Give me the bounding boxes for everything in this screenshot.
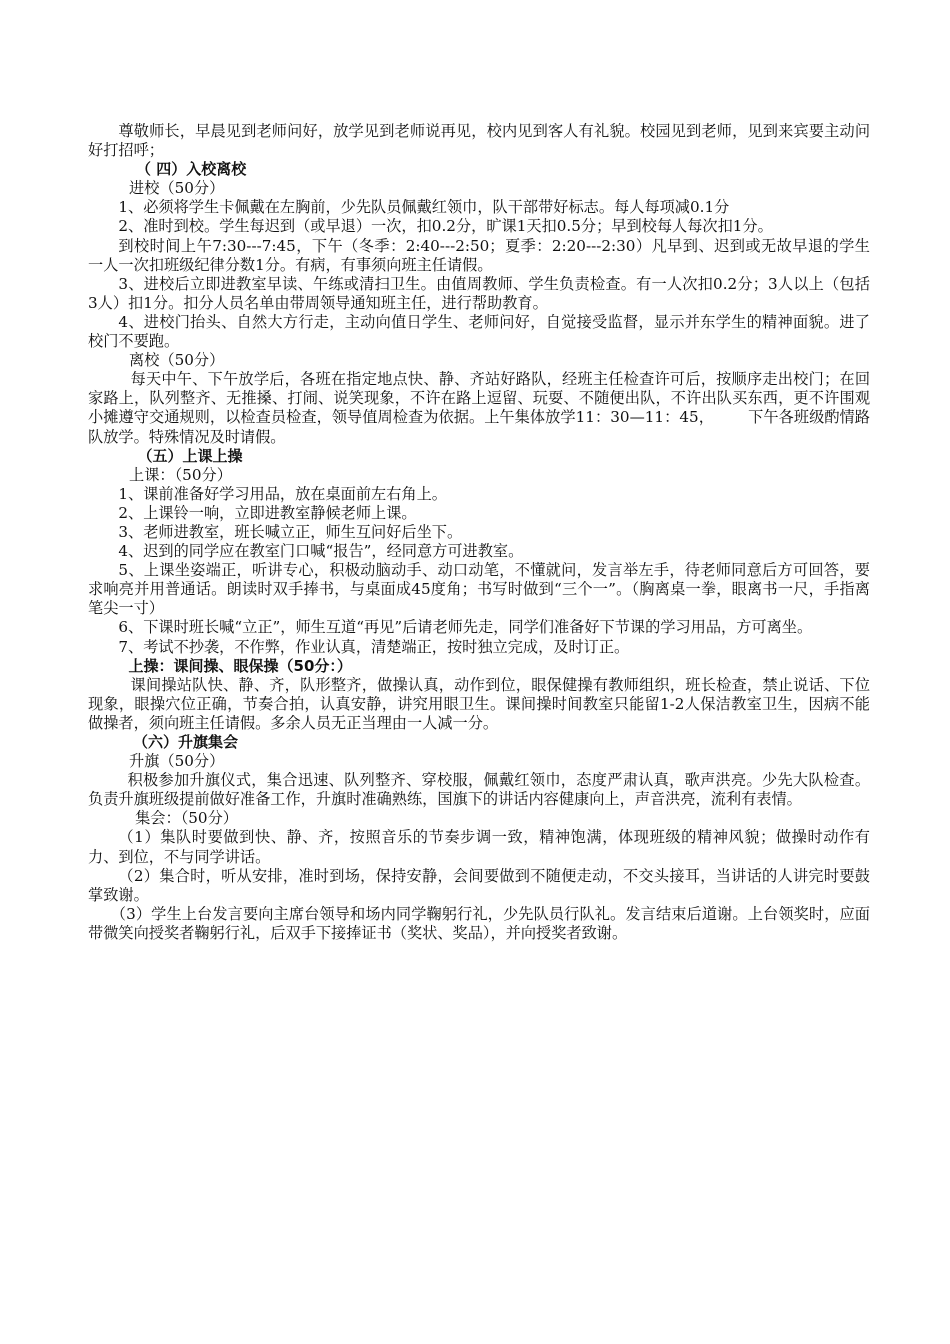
paragraph-assembly-2: （2）集合时，听从安排，准时到场，保持安静，会间要做到不随便走动，不交头接耳，当讲话的人讲完时要鼓掌致谢。 — [88, 866, 870, 904]
paragraph-class-rule-4: 4、迟到的同学应在教室门口喊“报告”，经同意方可进教室。 — [118, 542, 524, 561]
subheading-class: 上课：（50分） — [129, 465, 232, 484]
paragraph-flag: 积极参加升旗仪式，集合迅速、队列整齐、穿校服，佩戴红领巾，态度严肃认真，歌声洪亮。少先大队检查。负责升旗班级提前做好准备工作，升旗时准确熟练，国旗下的讲话内容健康向上，声音洪亮，流利有表情。 — [88, 771, 870, 809]
paragraph-rule-2: 2、准时到校。学生每迟到（或早退）一次，扣0.2分，旷课1天扣0.5分；早到校每人每次扣1分。 — [118, 217, 773, 236]
paragraph-class-rule-6: 6、下课时班长喊“立正”，师生互道“再见”后请老师先走，同学们准备好下节课的学习用品，方可离坐。 — [118, 618, 813, 637]
subheading-flag: 升旗（50分） — [129, 752, 225, 771]
document-body — [88, 122, 870, 943]
paragraph-class-rule-5: 5、上课坐姿端正，听讲专心，积极动脑动手、动口动笔，不懂就问，发言举左手，待老师同意后方可回答，要求响亮并用普通话。朗读时双手捧书，与桌面成45度角；书写时做到“三个一”。（胸离桌一拳，眼离书一尺，手指离笔尖一寸） — [88, 561, 870, 618]
section-heading-class-exercise: （五）上课上操 — [137, 446, 243, 465]
paragraph-class-rule-2: 2、上课铃一响，立即进教室静候老师上课。 — [118, 503, 417, 522]
subheading-assembly: 集会：（50分） — [135, 809, 238, 828]
paragraph-rule-3: 3、进校后立即进教室早读、午练或清扫卫生。由值周教师、学生负责检查。有一人次扣0.2分；3人以上（包括3人）扣1分。扣分人员名单由带周领导通知班主任，进行帮助教育。 — [88, 274, 870, 312]
paragraph-rule-4: 4、进校门抬头、自然大方行走，主动向值日学生、老师问好，自觉接受监督，显示并东学生的精神面貌。进了校门不要跑。 — [88, 312, 870, 351]
paragraph-exercise: 课间操站队快、静、齐，队形整齐，做操认真，动作到位，眼保健操有教师组织，班长检查，禁止说话、下位现象，眼操穴位正确，节奏合拍，认真安静，讲究用眼卫生。课间操时间教室只能留1-2人保洁教室卫生，因病不能做操者，须向班主任请假。多余人员无正当理由一人减一分。 — [88, 675, 870, 732]
paragraph-class-rule-7: 7、考试不抄袭，不作弊，作业认真，清楚端正，按时独立完成，及时订正。 — [118, 637, 630, 656]
paragraph-rule-1: 1、必须将学生卡佩戴在左胸前，少先队员佩戴红领巾，队干部带好标志。每人每项减0.1分 — [118, 198, 730, 217]
section-heading-arrival-departure: （ 四）入校离校 — [136, 160, 247, 179]
paragraph-dismissal: 每天中午、下午放学后，各班在指定地点快、静、齐站好路队，经班主任检查许可后，按顺序走出校门；在回家路上，队列整齐、无推搡、打闹、说笑现象，不许在路上逗留、玩耍、不随便出队，不许出队买东西，更不许围观小摊遵守交通规则，以检查员检查，领导值周检查为依据。上午集体放学11：30—11：45， 下午各班级酌情路队放学。特殊情况及时请假。 — [88, 370, 870, 446]
paragraph-courtesy: 尊敬师长，早晨见到老师问好，放学见到老师说再见，校内见到客人有礼貌。校园见到老师，见到来宾要主动问好打招呼； — [88, 122, 870, 160]
subheading-arrival: 进校（50分） — [129, 179, 225, 198]
paragraph-class-rule-1: 1、课前准备好学习用品，放在桌面前左右角上。 — [118, 484, 447, 503]
paragraph-arrival-time: 到校时间上午7:30---7:45，下午（冬季：2:40---2:50；夏季：2:20---2:30）凡早到、迟到或无故早退的学生一人一次扣班级纪律分数1分。有病，有事须向班主任请假。 — [88, 236, 870, 274]
paragraph-assembly-1: （1）集队时要做到快、静、齐，按照音乐的节奏步调一致，精神饱满，体现班级的精神风貌；做操时动作有力、到位，不与同学讲话。 — [88, 828, 870, 866]
subheading-departure: 离校（50分） — [129, 351, 225, 370]
section-heading-flag-assembly: （六）升旗集会 — [133, 733, 239, 751]
paragraph-class-rule-3: 3、老师进教室，班长喊立正，师生互问好后坐下。 — [118, 522, 463, 541]
subheading-exercise: 上操：课间操、眼保操（50分：） — [128, 656, 352, 675]
paragraph-assembly-3: （3）学生上台发言要向主席台领导和场内同学鞠躬行礼，少先队员行队礼。发言结束后道谢。上台领奖时，应面带微笑向授奖者鞠躬行礼，后双手下接捧证书（奖状、奖品），并向授奖者致谢。 — [88, 904, 870, 942]
